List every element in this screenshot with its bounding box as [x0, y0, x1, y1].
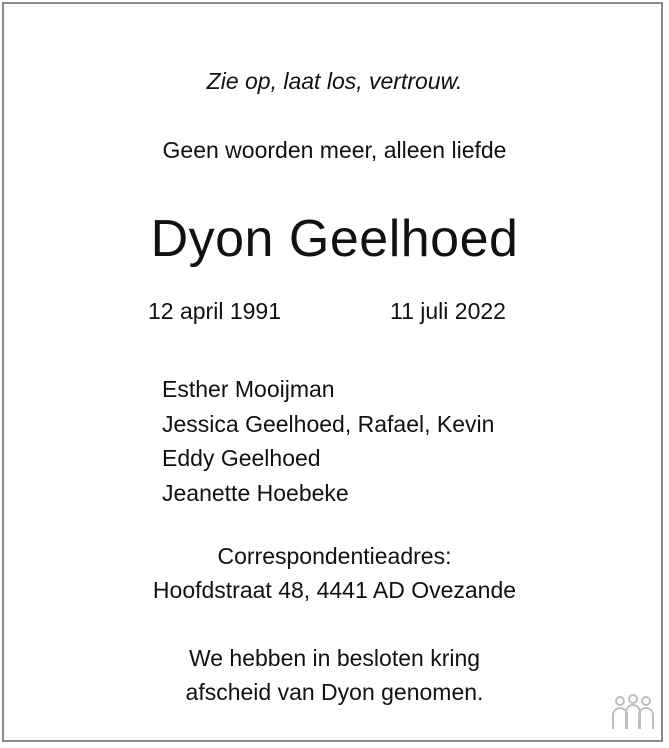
birth-date: 12 april 1991	[148, 298, 281, 324]
family-list	[162, 372, 494, 510]
family-member: Eddy Geelhoed	[162, 445, 321, 471]
death-date: 11 juli 2022	[390, 298, 506, 324]
subtitle: Geen woorden meer, alleen liefde	[162, 137, 507, 163]
correspondence-address: Hoofdstraat 48, 4441 AD Ovezande	[152, 577, 517, 603]
family-member: Esther Mooijman	[162, 376, 335, 402]
closing-text-line-2: afscheid van Dyon genomen.	[185, 679, 484, 705]
people-group-icon	[607, 693, 659, 731]
motto: Zie op, laat los, vertrouw.	[206, 68, 463, 94]
correspondence-label: Correspondentieadres:	[217, 543, 452, 569]
closing-text-line-1: We hebben in besloten kring	[188, 645, 481, 671]
family-member: Jeanette Hoebeke	[162, 479, 349, 506]
deceased-name: Dyon Geelhoed	[150, 210, 519, 268]
family-member: Jessica Geelhoed, Rafael, Kevin	[162, 410, 495, 437]
